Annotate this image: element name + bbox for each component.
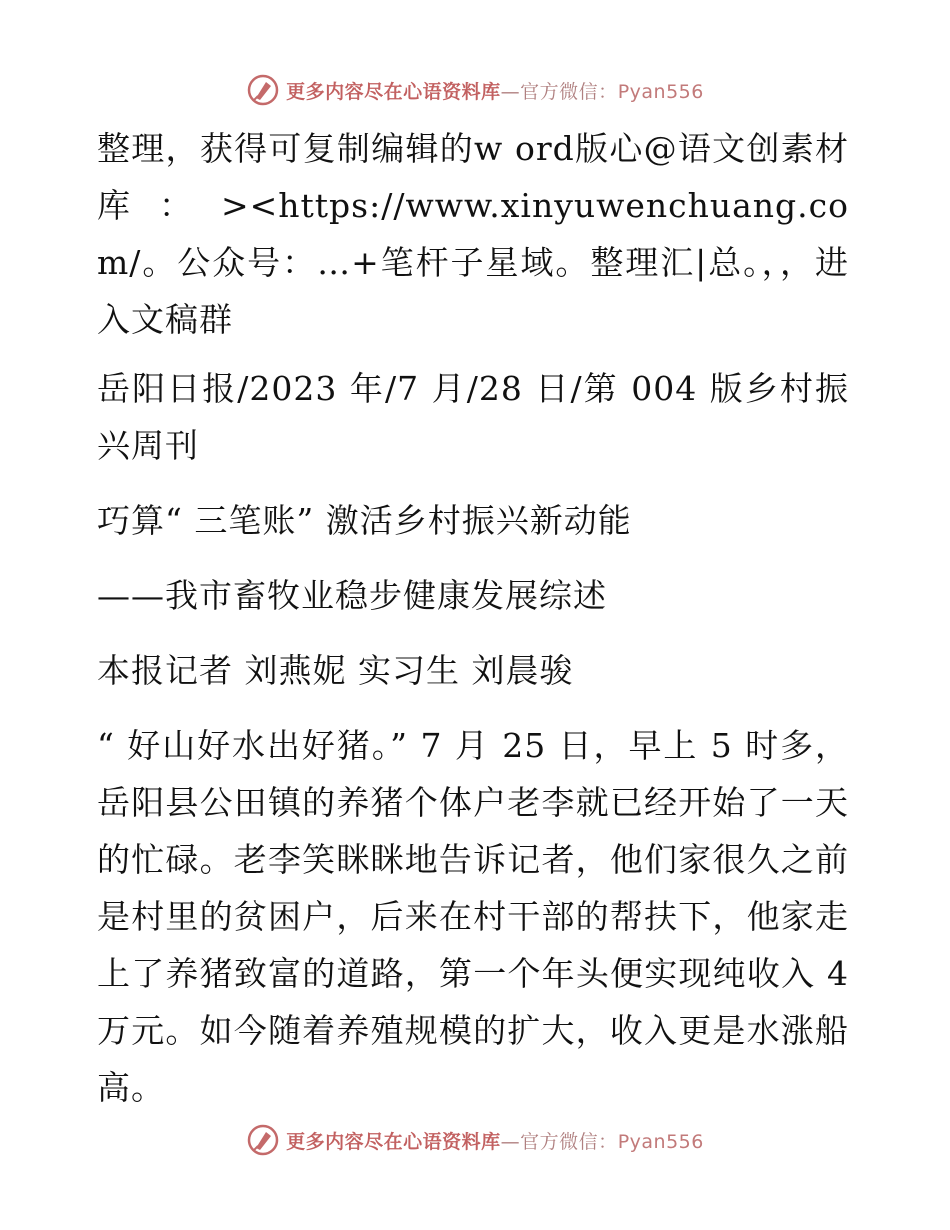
watermark-text	[286, 77, 704, 104]
pen-nib-logo-icon	[246, 73, 280, 107]
header-watermark	[0, 70, 950, 110]
watermark-wechat-id: Pyan556	[617, 80, 704, 103]
watermark-contact-text: 官方微信：	[520, 80, 618, 103]
article-title: 巧算“ 三笔账” 激活乡村振兴新动能	[97, 501, 632, 540]
body-paragraph: “ 好山好水出好猪。” 7 月 25 日，早上 5 时多，岳阳县公田镇的养猪个体户老李就已经开始了一天的忙碌。老李笑眯眯地告诉记者，他们家很久之前是村里的贫困户，后来在村干部的帮扶下，他家走上了养猪致富的道路，第一个年头便实现纯收入 4 万元。如今随着养殖规模的扩大，收入更是水涨船高。	[97, 726, 849, 1107]
watermark-contact-text: 官方微信：	[520, 1130, 618, 1153]
watermark-wechat-id: Pyan556	[617, 1130, 704, 1153]
pen-nib-logo-icon	[246, 1123, 280, 1157]
article-byline: 本报记者 刘燕妮 实习生 刘晨骏	[97, 651, 574, 690]
watermark-site-text: 更多内容尽在心语资料库	[286, 80, 501, 103]
watermark-site-text: 更多内容尽在心语资料库	[286, 1130, 501, 1153]
article-subtitle: ——我市畜牧业稳步健康发展综述	[97, 576, 607, 615]
watermark-text	[286, 1127, 704, 1154]
document-body	[97, 120, 849, 1116]
watermark-dash: —	[500, 80, 521, 103]
intro-paragraph: 整理，获得可复制编辑的w ord版心@语文创素材库：><https://www.xinyuwenchuang.com/。公众号：…+笔杆子星域。整理汇|总。，，进入文稿群	[97, 129, 849, 339]
watermark-dash: —	[500, 1130, 521, 1153]
source-line: 岳阳日报/2023 年/7 月/28 日/第 004 版乡村振兴周刊	[97, 369, 849, 465]
footer-watermark	[0, 1120, 950, 1160]
